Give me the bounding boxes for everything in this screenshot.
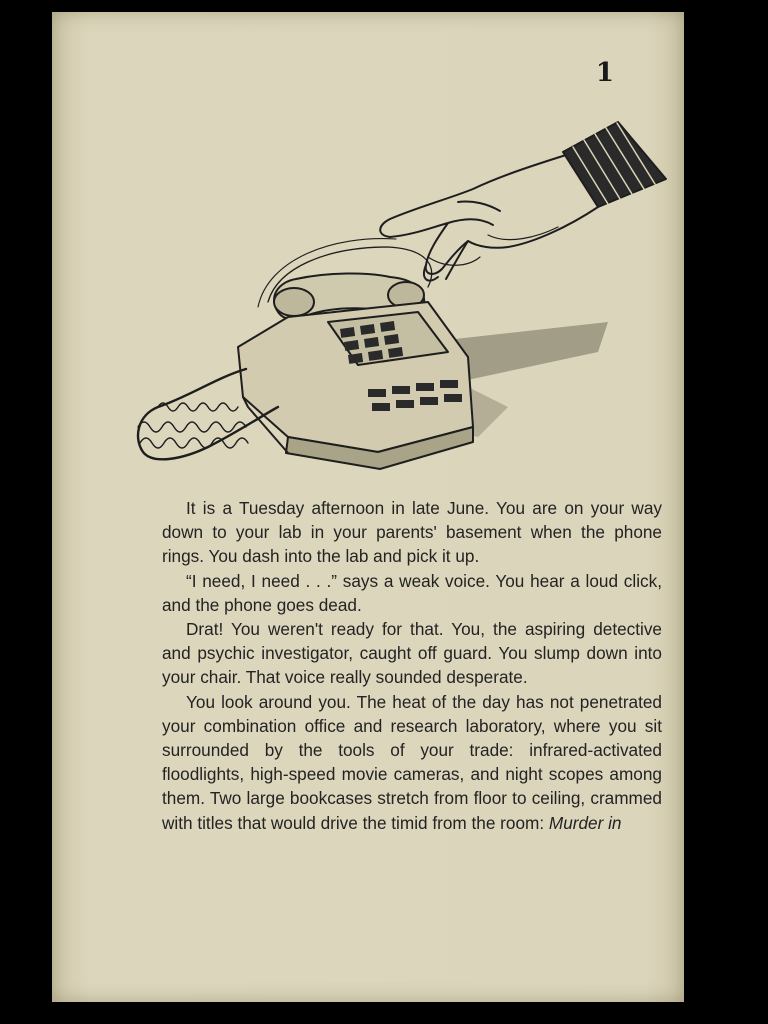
book-page [52, 12, 684, 1002]
telephone-hand-illustration [128, 107, 673, 477]
paragraph-3: Drat! You weren't ready for that. You, the aspiring detective and psychic investigator, caught off guard. You slump down into your chair. That voice really sounded desperate. [162, 619, 662, 688]
phone-base [238, 302, 473, 469]
story-text [162, 496, 662, 835]
paragraph-4 [162, 690, 662, 835]
sleeve-cuff [563, 122, 666, 207]
page-number: 1 [595, 58, 614, 88]
paragraph-1: It is a Tuesday afternoon in late June. You are on your way down to your lab in your parents' basement when the phone rings. You dash into the lab and pick it up. [162, 498, 662, 567]
book-title-fragment: Murder in [548, 812, 622, 833]
reaching-hand [380, 155, 598, 281]
paragraph-2: “I need, I need . . .” says a weak voice. You hear a loud click, and the phone goes dead. [162, 570, 662, 615]
paragraph-4-text: You look around you. The heat of the day has not penetrated your combination office and research laboratory, where you sit surrounded by the tools of your trade: infrared-activated floodlights, high-speed movie cameras, and night scopes among them. Two large bookcases stretch from floor to ceiling, crammed with titles that would drive the timid from the room: [162, 691, 662, 833]
